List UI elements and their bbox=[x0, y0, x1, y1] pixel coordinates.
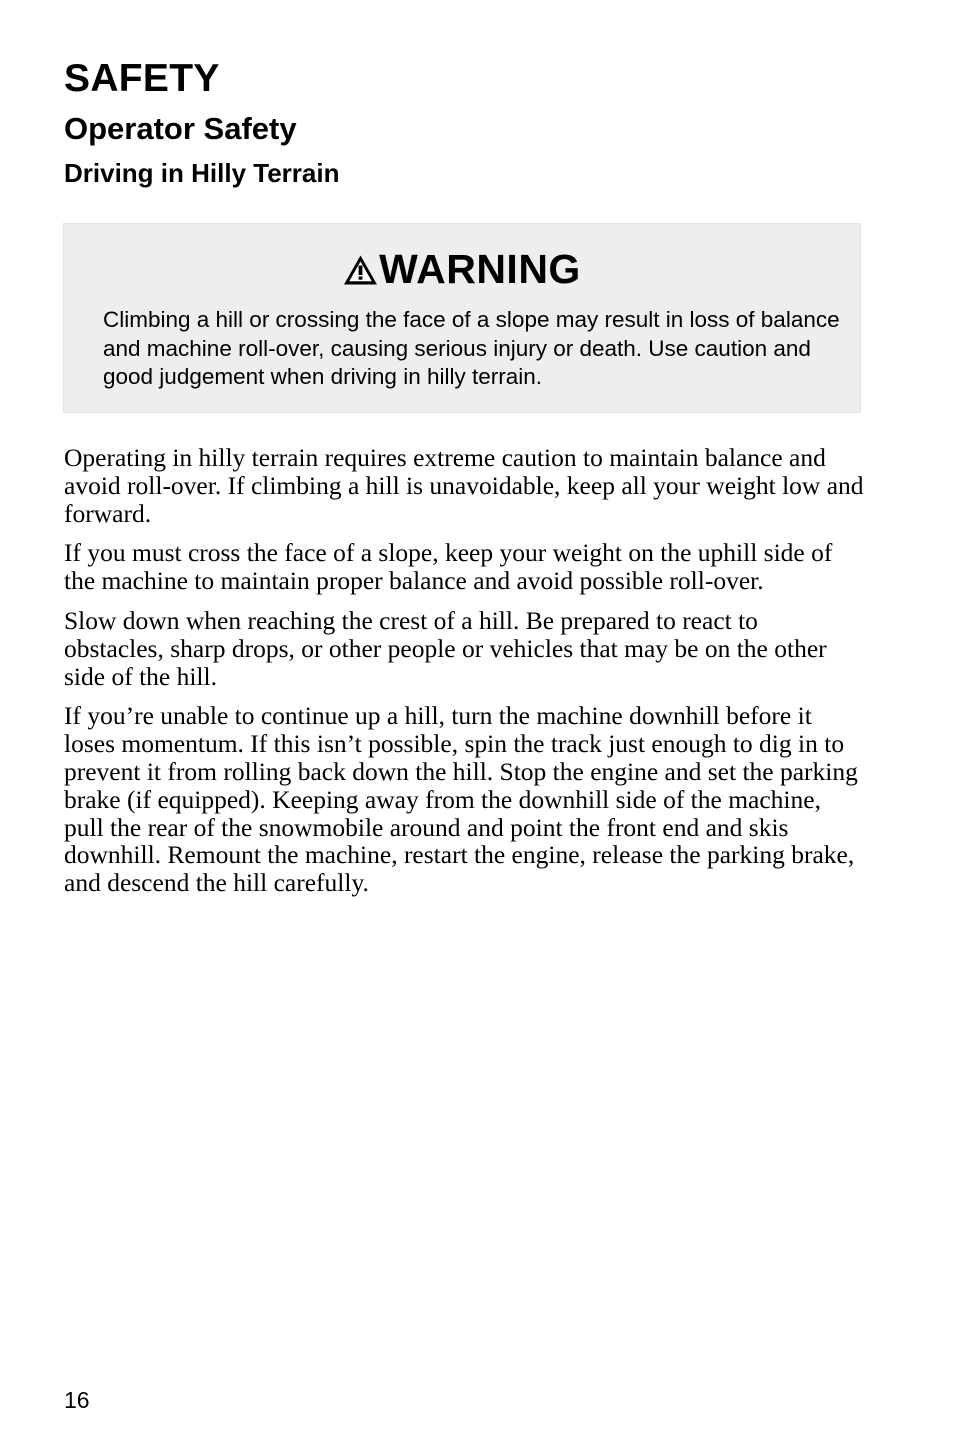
paragraph-unable-to-continue: If you’re unable to continue up a hill, turn the machine downhill before it loses momentum. If this isn’t possible, spin the track just enough to dig in to prevent it from rolling back down the hill. Stop the engine and set the parking brake (if equipped). Keeping away from the downhill side of the machine, pull the rear of the snowmobile around and point the front end and skis downhill. Remount the machine, restart the engine, release the parking brake, and descend the hill carefully. bbox=[64, 701, 858, 898]
paragraph-crest: Slow down when reaching the crest of a hill. Be prepared to react to obstacles, sharp drops, or other people or vehicles that may be on the other side of the hill. bbox=[64, 605, 827, 691]
warning-heading bbox=[64, 246, 860, 292]
paragraph-cross-slope: If you must cross the face of a slope, keep your weight on the uphill side of the machine to maintain proper balance and avoid possible roll-over. bbox=[64, 538, 833, 596]
warning-box bbox=[63, 223, 861, 413]
paragraph-hilly-terrain: Operating in hilly terrain requires extreme caution to maintain balance and avoid roll-over. If climbing a hill is unavoidable, keep all your weight low and forward. bbox=[64, 443, 864, 528]
warning-triangle-icon bbox=[343, 254, 378, 286]
warning-text: Climbing a hill or crossing the face of a slope may result in loss of balance and machine roll-over, causing serious injury or death. Use caution and good judgement when driving in hilly terrain. bbox=[103, 307, 840, 389]
body-text bbox=[64, 444, 864, 909]
warning-heading-label: WARNING bbox=[379, 246, 581, 292]
topic-title: Driving in Hilly Terrain bbox=[64, 158, 340, 188]
page-number: 16 bbox=[64, 1387, 90, 1413]
subsection-title: Operator Safety bbox=[64, 111, 297, 146]
section-title: SAFETY bbox=[64, 57, 220, 100]
